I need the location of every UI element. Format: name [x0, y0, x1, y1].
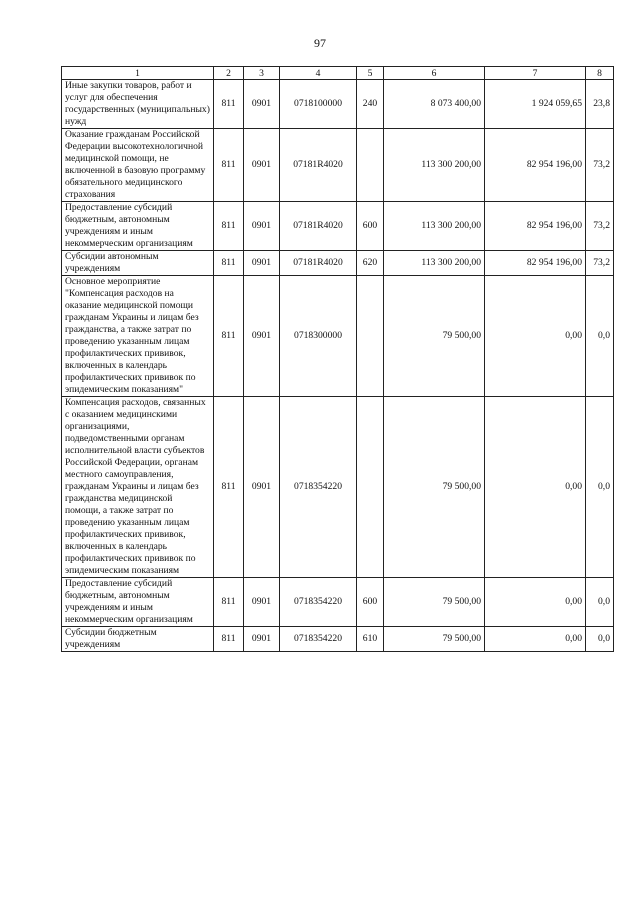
row-ved: 811	[214, 276, 244, 397]
row-rz: 0901	[244, 627, 280, 652]
header-cell: 7	[485, 67, 586, 80]
row-rz: 0901	[244, 251, 280, 276]
row-csr: 07181R4020	[280, 251, 357, 276]
row-rz: 0901	[244, 397, 280, 578]
row-fact: 0,00	[485, 578, 586, 627]
row-fact: 0,00	[485, 627, 586, 652]
row-ved: 811	[214, 202, 244, 251]
header-cell: 5	[357, 67, 384, 80]
row-name: Субсидии бюджетным учреждениям	[62, 627, 214, 652]
budget-table	[61, 66, 614, 652]
row-plan: 79 500,00	[384, 397, 485, 578]
page-number: 97	[314, 36, 326, 50]
row-pct: 73,2	[586, 202, 614, 251]
header-cell: 6	[384, 67, 485, 80]
row-csr: 07181R4020	[280, 129, 357, 202]
row-name: Иные закупки товаров, работ и услуг для обеспечения государственных (муниципальных) нужд	[62, 80, 214, 129]
row-plan: 113 300 200,00	[384, 129, 485, 202]
row-csr: 0718354220	[280, 627, 357, 652]
row-csr: 0718100000	[280, 80, 357, 129]
row-vr	[357, 397, 384, 578]
row-vr: 620	[357, 251, 384, 276]
row-csr: 0718354220	[280, 578, 357, 627]
row-csr: 07181R4020	[280, 202, 357, 251]
header-cell: 2	[214, 67, 244, 80]
row-vr: 240	[357, 80, 384, 129]
header-cell: 3	[244, 67, 280, 80]
row-rz: 0901	[244, 276, 280, 397]
header-row	[62, 67, 614, 80]
row-fact: 0,00	[485, 397, 586, 578]
row-ved: 811	[214, 578, 244, 627]
table-row	[62, 627, 614, 652]
table-row	[62, 578, 614, 627]
table-row	[62, 251, 614, 276]
row-fact: 82 954 196,00	[485, 251, 586, 276]
row-pct: 0,0	[586, 578, 614, 627]
row-name: Компенсация расходов, связанных с оказанием медицинскими организациями, подведомственными органам исполнительной власти субъектов Российской Федерации, органам местного самоуправления, гражданам Украины и лицам без гражданства медицинской помощи, а также затрат по проведению указанным лицам профилактических прививок, включенных в календарь профилактических прививок по эпидемическим показаниям	[62, 397, 214, 578]
row-plan: 79 500,00	[384, 276, 485, 397]
row-ved: 811	[214, 251, 244, 276]
row-fact: 1 924 059,65	[485, 80, 586, 129]
table-row	[62, 129, 614, 202]
row-pct: 0,0	[586, 627, 614, 652]
row-ved: 811	[214, 80, 244, 129]
row-fact: 82 954 196,00	[485, 129, 586, 202]
row-pct: 0,0	[586, 397, 614, 578]
row-ved: 811	[214, 397, 244, 578]
row-pct: 23,8	[586, 80, 614, 129]
row-name: Основное мероприятие "Компенсация расходов на оказание медицинской помощи гражданам Украины и лицам без гражданства, а также затрат по проведению указанным лицам профилактических прививок, включенных в календарь профилактических прививок по эпидемическим показаниям"	[62, 276, 214, 397]
row-csr: 0718300000	[280, 276, 357, 397]
row-name: Оказание гражданам Российской Федерации высокотехнологичной медицинской помощи, не включенной в базовую программу обязательного медицинского страхования	[62, 129, 214, 202]
row-vr: 600	[357, 202, 384, 251]
table-row	[62, 276, 614, 397]
row-plan: 8 073 400,00	[384, 80, 485, 129]
row-rz: 0901	[244, 202, 280, 251]
row-plan: 79 500,00	[384, 578, 485, 627]
row-fact: 82 954 196,00	[485, 202, 586, 251]
row-ved: 811	[214, 627, 244, 652]
row-vr	[357, 276, 384, 397]
row-name: Субсидии автономным учреждениям	[62, 251, 214, 276]
row-name: Предоставление субсидий бюджетным, автономным учреждениям и иным некоммерческим организациям	[62, 202, 214, 251]
row-vr	[357, 129, 384, 202]
row-rz: 0901	[244, 578, 280, 627]
row-plan: 113 300 200,00	[384, 251, 485, 276]
row-plan: 79 500,00	[384, 627, 485, 652]
row-plan: 113 300 200,00	[384, 202, 485, 251]
row-vr: 600	[357, 578, 384, 627]
row-pct: 73,2	[586, 251, 614, 276]
table-row	[62, 80, 614, 129]
row-pct: 73,2	[586, 129, 614, 202]
row-fact: 0,00	[485, 276, 586, 397]
header-cell: 1	[62, 67, 214, 80]
row-name: Предоставление субсидий бюджетным, автономным учреждениям и иным некоммерческим организациям	[62, 578, 214, 627]
row-csr: 0718354220	[280, 397, 357, 578]
row-rz: 0901	[244, 129, 280, 202]
table-row	[62, 202, 614, 251]
row-pct: 0,0	[586, 276, 614, 397]
row-vr: 610	[357, 627, 384, 652]
header-cell: 8	[586, 67, 614, 80]
header-cell: 4	[280, 67, 357, 80]
row-rz: 0901	[244, 80, 280, 129]
row-ved: 811	[214, 129, 244, 202]
table-row	[62, 397, 614, 578]
